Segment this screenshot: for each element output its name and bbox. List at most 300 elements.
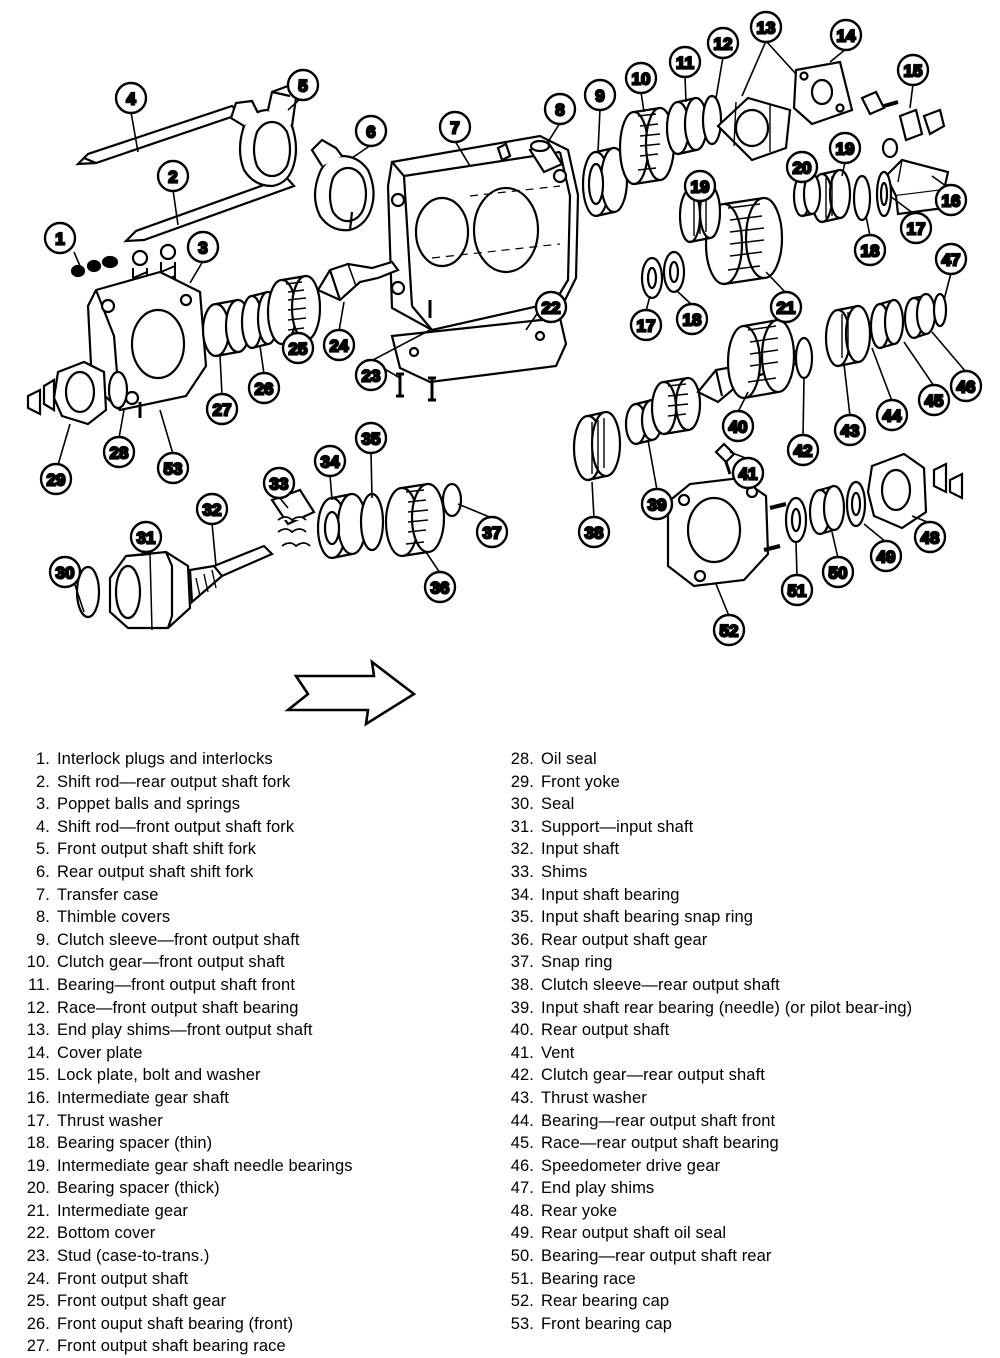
legend-item-label: Bearing spacer (thin) xyxy=(57,1134,213,1153)
callout-number: 41 xyxy=(738,464,758,484)
callout-number: 12 xyxy=(713,34,733,54)
legend-item-label: Front output shaft shift fork xyxy=(57,840,257,859)
legend-item-number: 13. xyxy=(26,1021,50,1040)
legend-item-label: Clutch sleeve—rear output shaft xyxy=(541,975,780,994)
front-output-bearing-front-part xyxy=(667,98,707,154)
callout-18 xyxy=(677,304,707,334)
legend-item-number: 11. xyxy=(27,975,50,994)
legend-item xyxy=(20,861,500,884)
callout-34 xyxy=(315,446,345,476)
legend-item-label: Bearing—rear output shaft rear xyxy=(541,1247,772,1266)
legend-item-label: Front output shaft xyxy=(57,1269,189,1288)
legend-item xyxy=(504,748,986,771)
legend-item xyxy=(20,1064,500,1087)
input-shaft-support-part xyxy=(110,552,190,630)
legend-item xyxy=(20,906,500,929)
callout-number: 43 xyxy=(840,421,860,441)
callout-43 xyxy=(835,415,865,445)
legend-item-label: Clutch gear—rear output shaft xyxy=(541,1066,765,1085)
callout-16 xyxy=(936,185,966,215)
legend-item xyxy=(504,997,986,1020)
legend-item-label: Rear output shaft gear xyxy=(541,930,708,949)
legend-item-label: Input shaft rear bearing (needle) (or pilot bear-ing) xyxy=(541,998,913,1017)
legend-item xyxy=(20,1155,500,1178)
legend-item-label: Clutch gear—front output shaft xyxy=(57,953,285,972)
legend-item xyxy=(504,884,986,907)
end-play-shims-front-part xyxy=(718,98,790,160)
legend-item-label: Front yoke xyxy=(541,772,620,791)
callout-number: 17 xyxy=(906,219,926,239)
callout-number: 3 xyxy=(198,238,208,258)
legend-item xyxy=(504,1313,986,1336)
legend-item xyxy=(20,1222,500,1245)
input-shaft-bearing-part xyxy=(318,494,366,558)
callout-number: 52 xyxy=(719,621,739,641)
callout-2 xyxy=(158,161,188,191)
callout-27 xyxy=(207,394,237,424)
legend-item xyxy=(20,1087,500,1110)
parts-legend xyxy=(0,748,1000,1356)
legend-item-label: Interlock plugs and interlocks xyxy=(57,750,273,768)
legend-item xyxy=(504,771,986,794)
legend-item-number: 26. xyxy=(26,1314,50,1333)
callout-number: 30 xyxy=(55,563,75,583)
legend-item-number: 40. xyxy=(510,1021,534,1040)
legend-item-number: 22. xyxy=(26,1224,50,1243)
callout-8 xyxy=(545,94,575,124)
legend-item-number: 31. xyxy=(510,817,534,836)
callout-7 xyxy=(440,112,470,142)
callout-18 xyxy=(855,235,885,265)
bearing-rear-output-front-part xyxy=(826,306,870,366)
callout-31 xyxy=(131,522,161,552)
legend-item xyxy=(504,861,986,884)
callout-number: 13 xyxy=(756,18,776,38)
legend-item-label: Shift rod—front output shaft fork xyxy=(57,817,295,836)
legend-item-label: End play shims—front output shaft xyxy=(57,1021,313,1040)
legend-item xyxy=(504,1042,986,1065)
callout-number: 36 xyxy=(430,578,450,598)
legend-item-label: Bearing—rear output shaft front xyxy=(541,1111,776,1130)
callout-24 xyxy=(324,330,354,360)
legend-item xyxy=(504,1064,986,1087)
legend-item-number: 17. xyxy=(26,1111,50,1130)
legend-item xyxy=(504,929,986,952)
legend-item xyxy=(20,748,500,771)
bottom-cover-part xyxy=(392,318,566,382)
legend-item-label: Front output shaft bearing race xyxy=(57,1337,286,1356)
callout-number: 17 xyxy=(636,316,656,336)
legend-item-number: 43. xyxy=(510,1088,534,1107)
callout-33 xyxy=(264,468,294,498)
legend-item-label: Front output shaft gear xyxy=(57,1292,227,1311)
race-rear-output-bearing-part xyxy=(871,300,903,348)
legend-item-number: 34. xyxy=(510,885,534,904)
callout-19 xyxy=(685,171,715,201)
legend-item-number: 20. xyxy=(26,1179,50,1198)
oil-seal-part xyxy=(109,372,127,408)
legend-item xyxy=(20,816,500,839)
legend-item-label: Support—input shaft xyxy=(541,817,694,836)
legend-item-label: Rear output shaft oil seal xyxy=(541,1224,727,1243)
front-yoke-part xyxy=(28,362,106,424)
callout-number: 18 xyxy=(682,310,702,330)
callout-48 xyxy=(915,522,945,552)
legend-item-number: 38. xyxy=(510,975,534,994)
rear-output-shaft-oil-seal-part xyxy=(786,498,806,542)
legend-item xyxy=(504,1155,986,1178)
front-output-shaft-part xyxy=(318,262,398,300)
callout-9 xyxy=(585,80,615,110)
callout-number: 7 xyxy=(450,118,460,138)
legend-item-label: Snap ring xyxy=(541,953,613,972)
legend-item xyxy=(20,997,500,1020)
callout-number: 23 xyxy=(361,366,381,386)
legend-item-label: Rear output shaft xyxy=(541,1021,670,1040)
callout-number: 28 xyxy=(109,443,129,463)
legend-item-label: Thrust washer xyxy=(57,1111,163,1130)
legend-item-number: 25. xyxy=(26,1292,50,1311)
callout-17 xyxy=(631,310,661,340)
legend-item-label: Intermediate gear xyxy=(57,1201,189,1220)
legend-item-label: Lock plate, bolt and washer xyxy=(57,1066,261,1085)
callout-number: 44 xyxy=(882,406,902,426)
callout-number: 50 xyxy=(828,563,848,583)
callout-10 xyxy=(626,63,656,93)
callout-number: 1 xyxy=(55,229,65,249)
callout-42 xyxy=(788,435,818,465)
callout-37 xyxy=(477,517,507,547)
callout-35 xyxy=(356,423,386,453)
legend-item-number: 24. xyxy=(26,1269,50,1288)
legend-item xyxy=(20,1268,500,1291)
callout-number: 35 xyxy=(361,429,381,449)
bearing-spacer-thin-part xyxy=(854,176,870,220)
legend-item-number: 21. xyxy=(26,1201,50,1220)
callout-52 xyxy=(714,615,744,645)
race-front-output-bearing-part xyxy=(703,96,721,144)
legend-item-number: 45. xyxy=(510,1134,534,1153)
legend-item xyxy=(504,1087,986,1110)
legend-item xyxy=(20,1042,500,1065)
callout-number: 19 xyxy=(835,139,855,159)
legend-item-label: Poppet balls and springs xyxy=(57,795,241,814)
legend-item-label: Input shaft bearing xyxy=(541,885,680,904)
shift-rod-front-part xyxy=(78,106,240,164)
callout-1 xyxy=(45,223,75,253)
legend-item xyxy=(504,1200,986,1223)
callout-50 xyxy=(823,557,853,587)
legend-item-number: 16. xyxy=(26,1088,50,1107)
legend-item-number: 7. xyxy=(36,885,50,904)
legend-item xyxy=(20,1245,500,1268)
legend-item xyxy=(504,974,986,997)
callout-number: 11 xyxy=(676,53,694,73)
legend-item-number: 48. xyxy=(510,1201,534,1220)
legend-item-number: 5. xyxy=(36,840,50,859)
callout-44 xyxy=(877,400,907,430)
legend-item-number: 36. xyxy=(510,930,534,949)
legend-item-label: Race—front output shaft bearing xyxy=(57,998,299,1017)
legend-item-label: End play shims xyxy=(541,1179,655,1198)
callout-11 xyxy=(670,47,700,77)
callout-40 xyxy=(723,411,753,441)
callout-41 xyxy=(733,458,763,488)
bearing-race-part xyxy=(847,482,865,526)
callout-29 xyxy=(41,464,71,494)
callout-53 xyxy=(158,453,188,483)
legend-item xyxy=(20,1335,500,1358)
callout-number: 33 xyxy=(269,474,289,494)
legend-item-number: 12. xyxy=(26,998,50,1017)
legend-item-label: Bearing race xyxy=(541,1269,636,1288)
rear-output-shaft-gear-part xyxy=(386,484,444,556)
callout-3 xyxy=(188,232,218,262)
callout-23 xyxy=(356,360,386,390)
callout-45 xyxy=(919,385,949,415)
callout-number: 21 xyxy=(776,298,796,318)
legend-item xyxy=(20,1290,500,1313)
legend-item xyxy=(504,816,986,839)
callout-number: 20 xyxy=(792,158,812,178)
legend-item-number: 10. xyxy=(26,953,50,972)
callout-number: 8 xyxy=(555,100,565,120)
legend-item xyxy=(20,929,500,952)
callout-number: 2 xyxy=(168,167,178,187)
callout-25 xyxy=(283,333,313,363)
callout-number: 42 xyxy=(793,441,813,461)
forward-direction-arrow xyxy=(288,662,414,724)
clutch-gear-rear-part xyxy=(652,378,700,434)
callout-number: 15 xyxy=(903,61,923,81)
legend-item-number: 44. xyxy=(510,1111,534,1130)
legend-item-label: Oil seal xyxy=(541,750,597,768)
callout-28 xyxy=(104,437,134,467)
callout-number: 14 xyxy=(836,26,856,46)
legend-item-number: 37. xyxy=(510,953,534,972)
cover-plate-part xyxy=(794,62,852,124)
callout-6 xyxy=(356,116,386,146)
callout-number: 18 xyxy=(860,241,880,261)
rear-output-gear-part xyxy=(728,320,794,398)
legend-item xyxy=(20,1110,500,1133)
legend-item-number: 35. xyxy=(510,908,534,927)
legend-item xyxy=(504,1222,986,1245)
callout-4 xyxy=(116,83,146,113)
callout-20 xyxy=(787,152,817,182)
callout-number: 26 xyxy=(254,379,274,399)
legend-item xyxy=(504,1110,986,1133)
callout-number: 34 xyxy=(320,452,340,472)
callout-5 xyxy=(288,70,318,100)
legend-column-left xyxy=(14,748,500,1356)
callout-number: 24 xyxy=(329,336,349,356)
legend-item-number: 32. xyxy=(510,840,534,859)
legend-item xyxy=(504,1132,986,1155)
rear-output-shift-fork-part xyxy=(312,140,374,230)
legend-item xyxy=(504,1290,986,1313)
legend-item-number: 2. xyxy=(36,772,50,791)
callout-13 xyxy=(751,12,781,42)
legend-item xyxy=(504,1268,986,1291)
legend-item-label: Transfer case xyxy=(57,885,159,904)
callout-14 xyxy=(831,20,861,50)
legend-item-label: Intermediate gear shaft xyxy=(57,1088,229,1107)
legend-item-number: 49. xyxy=(510,1224,534,1243)
legend-item-number: 42. xyxy=(510,1066,534,1085)
legend-item-number: 15. xyxy=(26,1066,50,1085)
legend-item xyxy=(20,951,500,974)
callout-number: 27 xyxy=(212,400,232,420)
legend-item-label: Bearing—front output shaft front xyxy=(57,975,296,994)
callout-number: 48 xyxy=(920,528,940,548)
legend-item-label: Front bearing cap xyxy=(541,1314,673,1333)
legend-item xyxy=(20,884,500,907)
callout-46 xyxy=(951,371,981,401)
callout-number: 6 xyxy=(366,122,376,142)
callout-12 xyxy=(708,28,738,58)
legend-item xyxy=(504,951,986,974)
callout-49 xyxy=(871,541,901,571)
thrust-washer-part xyxy=(877,172,891,216)
callout-number: 45 xyxy=(924,391,944,411)
legend-item-number: 9. xyxy=(36,930,50,949)
legend-item xyxy=(20,838,500,861)
callout-32 xyxy=(197,494,227,524)
legend-item-label: Speedometer drive gear xyxy=(541,1156,721,1175)
callout-17 xyxy=(901,213,931,243)
legend-item-label: Stud (case-to-trans.) xyxy=(57,1247,210,1266)
legend-item-label: Rear yoke xyxy=(541,1201,618,1220)
legend-item-number: 39. xyxy=(510,998,534,1017)
clutch-gear-front-part xyxy=(620,108,674,184)
callout-number: 53 xyxy=(163,459,183,479)
legend-item-number: 53. xyxy=(510,1314,534,1333)
legend-item-number: 27. xyxy=(26,1337,50,1356)
legend-item-number: 47. xyxy=(510,1179,534,1198)
legend-item xyxy=(20,974,500,997)
callout-number: 31 xyxy=(136,528,156,548)
lock-plate-bolt-washer-part xyxy=(862,92,944,157)
legend-item-label: Seal xyxy=(541,795,575,814)
callout-39 xyxy=(642,489,672,519)
legend-item-number: 33. xyxy=(510,862,534,881)
callout-26 xyxy=(249,373,279,403)
callout-number: 51 xyxy=(787,581,807,601)
bearing-rear-output-rear-part xyxy=(810,486,844,534)
vent-part xyxy=(716,444,734,474)
legend-item-label: Bearing spacer (thick) xyxy=(57,1179,220,1198)
callout-number: 9 xyxy=(595,86,605,106)
legend-item-label: Vent xyxy=(541,1043,575,1062)
callout-number: 49 xyxy=(876,547,896,567)
speedometer-drive-gear-part xyxy=(905,294,935,338)
callout-number: 4 xyxy=(126,89,136,109)
callout-number: 10 xyxy=(631,69,651,89)
callout-number: 22 xyxy=(541,298,561,318)
legend-item xyxy=(20,1200,500,1223)
legend-item xyxy=(504,1245,986,1268)
legend-item-number: 23. xyxy=(26,1247,50,1266)
legend-item xyxy=(504,838,986,861)
legend-item-number: 51. xyxy=(510,1269,534,1288)
legend-item-number: 50. xyxy=(510,1247,534,1266)
callout-15 xyxy=(898,55,928,85)
interlock-plugs-part xyxy=(72,257,117,276)
diagram-parts xyxy=(28,12,981,724)
callout-36 xyxy=(425,572,455,602)
legend-item-number: 18. xyxy=(26,1134,50,1153)
callout-22 xyxy=(536,292,566,322)
legend-item-label: Shift rod—rear output shaft fork xyxy=(57,772,291,791)
callout-number: 40 xyxy=(728,417,748,437)
callout-number: 39 xyxy=(647,495,667,515)
input-shaft-part xyxy=(190,546,272,602)
legend-item-label: Input shaft xyxy=(541,840,620,859)
callout-number: 46 xyxy=(956,377,976,397)
legend-item-label: Shims xyxy=(541,862,588,881)
legend-item-label: Input shaft bearing snap ring xyxy=(541,908,754,927)
legend-item-number: 6. xyxy=(36,862,50,881)
legend-item-number: 52. xyxy=(510,1292,534,1311)
callout-number: 37 xyxy=(482,523,502,543)
legend-item xyxy=(504,906,986,929)
legend-item-number: 19. xyxy=(26,1156,50,1175)
callout-number: 5 xyxy=(298,76,308,96)
legend-item-number: 3. xyxy=(36,795,50,814)
legend-item-number: 46. xyxy=(510,1156,534,1175)
legend-item-label: Rear bearing cap xyxy=(541,1292,670,1311)
legend-item-label: Rear output shaft shift fork xyxy=(57,862,254,881)
legend-item-number: 4. xyxy=(36,817,50,836)
callout-number: 16 xyxy=(941,191,961,211)
callout-19 xyxy=(830,133,860,163)
legend-item-number: 1. xyxy=(36,750,50,768)
legend-item-label: Intermediate gear shaft needle bearings xyxy=(57,1156,353,1175)
thrust-washer-part-2 xyxy=(642,258,662,298)
callout-number: 25 xyxy=(288,339,308,359)
legend-item xyxy=(504,793,986,816)
legend-item-number: 29. xyxy=(510,772,534,791)
legend-item-number: 8. xyxy=(36,908,50,927)
legend-item-number: 30. xyxy=(510,795,534,814)
legend-item-number: 14. xyxy=(26,1043,50,1062)
front-output-shift-fork-part xyxy=(231,86,296,186)
legend-item-number: 41. xyxy=(510,1043,534,1062)
legend-item xyxy=(20,1313,500,1336)
legend-column-right xyxy=(500,748,986,1356)
legend-item xyxy=(504,1019,986,1042)
callout-21 xyxy=(771,292,801,322)
legend-item xyxy=(20,793,500,816)
legend-item-label: Thrust washer xyxy=(541,1088,647,1107)
legend-item-label: Front ouput shaft bearing (front) xyxy=(57,1314,294,1333)
legend-item xyxy=(20,1177,500,1200)
legend-item-label: Cover plate xyxy=(57,1043,143,1062)
legend-item-label: Bottom cover xyxy=(57,1224,156,1243)
callout-51 xyxy=(782,575,812,605)
callout-30 xyxy=(50,557,80,587)
input-shaft-bearing-snap-ring-part xyxy=(361,494,383,550)
legend-item xyxy=(20,1019,500,1042)
thrust-washer-rear-part xyxy=(796,338,812,378)
clutch-sleeve-rear-part xyxy=(574,412,620,480)
callout-number: 47 xyxy=(941,250,961,270)
snap-ring-part xyxy=(443,484,461,516)
rear-bearing-cap-part xyxy=(668,478,786,586)
legend-item xyxy=(20,1132,500,1155)
legend-item xyxy=(20,771,500,794)
